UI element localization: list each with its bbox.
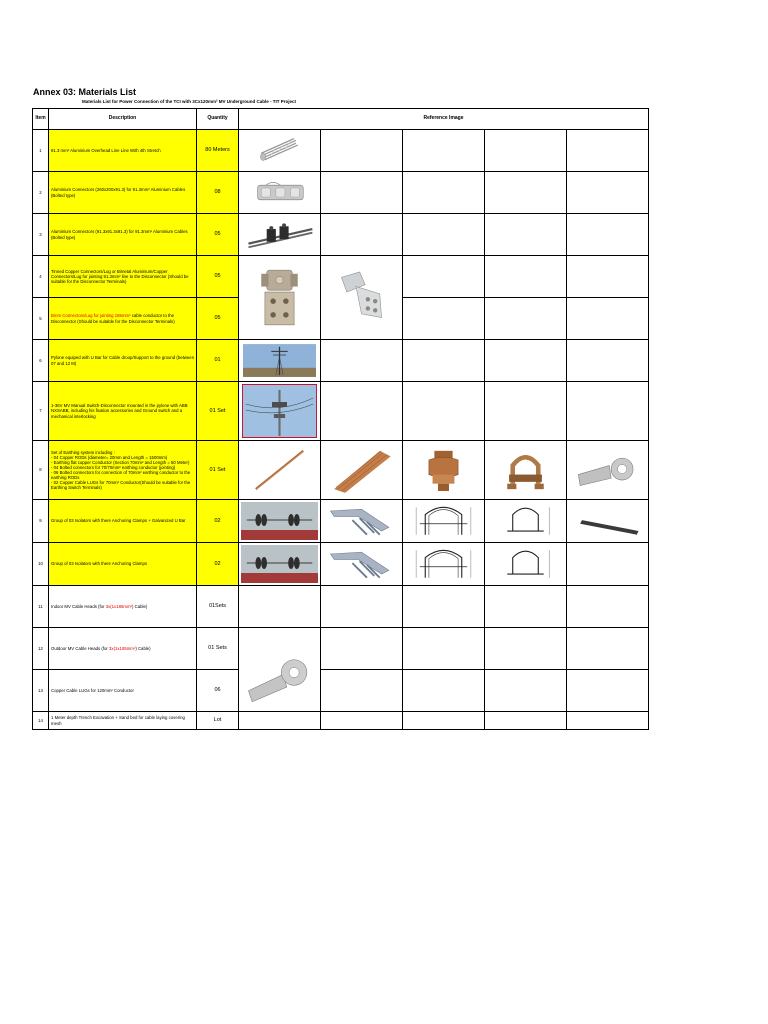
description-line: - Earthing flat copper Conductor (Section 70mm² and Length = 50 Meter) <box>51 459 190 465</box>
item-description: 91.3 mm² Aluminium Overhead Line Line With 4th Stretch <box>49 130 197 172</box>
item-description: Pylone equiped with U Bar for Cable droop/Support to the ground (between 07 and 12 M) <box>49 340 197 382</box>
reference-image-cell <box>403 130 485 172</box>
reference-image-cell <box>567 670 649 712</box>
item-number: 7 <box>33 382 49 441</box>
item-quantity: 05 <box>197 214 239 256</box>
reference-image-cell <box>321 543 403 586</box>
table-row <box>33 214 649 256</box>
table-row <box>33 441 649 500</box>
description-highlight: 3x(1x185mm² <box>109 645 136 651</box>
description-part: ) Cable) <box>135 645 151 651</box>
header-quantity: Quantity <box>197 109 239 130</box>
description-highlight: 185mm² <box>114 313 131 319</box>
anchoring-clamp-image <box>325 503 398 539</box>
reference-image-cell <box>567 298 649 340</box>
materials-table <box>32 108 649 730</box>
reference-image-cell <box>321 382 403 441</box>
reference-image-cell <box>403 214 485 256</box>
reference-image-cell <box>403 586 485 628</box>
item-quantity: 05 <box>197 298 239 340</box>
reference-image-cell <box>403 628 485 670</box>
reference-image-cell <box>403 712 485 730</box>
item-number: 1 <box>33 130 49 172</box>
reference-image-cell <box>567 172 649 214</box>
item-number: 3 <box>33 214 49 256</box>
reference-image-cell <box>485 628 567 670</box>
reference-image-cell <box>239 256 321 340</box>
item-quantity: 01 <box>197 340 239 382</box>
reference-image-cell <box>321 256 403 340</box>
item-description: Copper Cable LUGs for 120mm² Conductor <box>49 670 197 712</box>
reference-image-cell <box>567 214 649 256</box>
item-description: 1-36V MV Manual Switch-Disconnector mounted in the pylone with ABB NXSABB, including his fixation accessories and Ground switch and a mechanical interlocking <box>49 382 197 441</box>
table-header-row <box>33 109 649 130</box>
item-quantity: 02 <box>197 500 239 543</box>
reference-image-cell <box>567 712 649 730</box>
table-row <box>33 382 649 441</box>
page-subtitle: Materials List for Power Connection of the TCI with 3Cx120mm² MV Underground Cable - TIT Project <box>82 99 297 104</box>
reference-image-cell <box>321 172 403 214</box>
shackle-drawing-image <box>489 503 562 539</box>
table-row <box>33 172 649 214</box>
table-row <box>33 543 649 586</box>
aluminium-connector-image <box>243 175 316 210</box>
item-number: 13 <box>33 670 49 712</box>
copper-rod-image <box>243 444 316 496</box>
item-number: 9 <box>33 500 49 543</box>
reference-image-cell <box>567 441 649 500</box>
pylon-image <box>243 343 316 378</box>
anchoring-clamp-image <box>325 546 398 582</box>
item-quantity: 01 Sets <box>197 628 239 670</box>
reference-image-cell <box>403 340 485 382</box>
split-bolt-connector-image <box>407 444 480 496</box>
description-highlight: Bmm Connectors/Lug for jointing <box>51 313 115 319</box>
reference-image-cell <box>567 130 649 172</box>
reference-image-cell <box>321 586 403 628</box>
reference-image-cell <box>239 441 321 500</box>
item-number: 2 <box>33 172 49 214</box>
reference-image-cell <box>403 382 485 441</box>
reference-image-cell <box>239 543 321 586</box>
header-item: Item <box>33 109 49 130</box>
table-row <box>33 256 649 298</box>
header-reference-image: Reference Image <box>239 109 649 130</box>
item-number: 12 <box>33 628 49 670</box>
table-row <box>33 500 649 543</box>
item-quantity: 02 <box>197 543 239 586</box>
reference-image-cell <box>403 441 485 500</box>
description-line: - 04 Copper RODs (diameter= 20mm and Length = 1500mm) <box>51 454 168 460</box>
copper-conductor-image <box>325 444 398 496</box>
reference-image-cell <box>321 340 403 382</box>
item-number: 6 <box>33 340 49 382</box>
item-description: Group of 03 Isolators with there Anchoring Clamps + Galvanized U Bar <box>49 500 197 543</box>
cable-lug-image <box>325 259 398 336</box>
description-highlight: 3x(1x185mm² <box>105 603 132 609</box>
u-bolt-clamp-image <box>489 444 562 496</box>
u-bolt-drawing-image <box>407 503 480 539</box>
table-row <box>33 712 649 730</box>
shackle-drawing-image <box>489 546 562 582</box>
reference-image-cell <box>403 670 485 712</box>
reference-image-cell <box>567 382 649 441</box>
item-quantity: 01 Set <box>197 382 239 441</box>
item-quantity: Lot <box>197 712 239 730</box>
reference-image-cell <box>485 543 567 586</box>
stranded-aluminium-conductor-image <box>243 133 316 168</box>
item-description <box>49 441 197 500</box>
u-bolt-drawing-image <box>407 546 480 582</box>
item-description: 1 Meter depth Trench Excavation + Sand bed for cable laying covering mesh <box>49 712 197 730</box>
item-number: 11 <box>33 586 49 628</box>
reference-image-cell <box>403 500 485 543</box>
reference-image-cell <box>485 172 567 214</box>
reference-image-cell <box>567 340 649 382</box>
table-row <box>33 628 649 670</box>
item-quantity: 05 <box>197 256 239 298</box>
reference-image-cell <box>485 712 567 730</box>
reference-image-cell <box>485 298 567 340</box>
reference-image-cell <box>403 298 485 340</box>
item-quantity: 01 Set <box>197 441 239 500</box>
reference-image-cell <box>485 441 567 500</box>
tinned-copper-connector-image <box>243 259 316 336</box>
description-part: Outdoor MV Cable Heads (for <box>51 645 110 651</box>
description-part: ) Cable) <box>131 603 148 609</box>
reference-image-cell <box>321 500 403 543</box>
cable-lug-image <box>571 444 644 496</box>
reference-image-cell <box>239 172 321 214</box>
reference-image-cell <box>403 543 485 586</box>
reference-image-cell <box>567 500 649 543</box>
item-description: Tinned Copper Connectors/Lug or Bimetal Aluminium/Copper Connectors/Lug for jointing 91.3mm² line to the Disconnector (Should be suitable for the Disconnector Terminals) <box>49 256 197 298</box>
table-row <box>33 670 649 712</box>
item-description: Aluminium Connectors (91.3x91.3x91.3) for 91.3mm² Aluminium Cables (Bolted type) <box>49 214 197 256</box>
description-part: Indoor MV Cable Heads (for <box>51 603 106 609</box>
reference-image-cell <box>321 712 403 730</box>
reference-image-cell <box>485 586 567 628</box>
reference-image-cell <box>239 500 321 543</box>
item-description <box>49 586 197 628</box>
reference-image-cell <box>567 543 649 586</box>
item-number: 4 <box>33 256 49 298</box>
reference-image-cell <box>321 628 403 670</box>
item-number: 10 <box>33 543 49 586</box>
item-number: 8 <box>33 441 49 500</box>
isolators-image <box>241 545 318 583</box>
item-description <box>49 298 197 340</box>
reference-image-cell <box>321 130 403 172</box>
item-quantity: 06 <box>197 670 239 712</box>
reference-image-cell <box>485 382 567 441</box>
reference-image-cell <box>403 172 485 214</box>
item-description: Group of 03 Isolators with there Anchoring Clamps <box>49 543 197 586</box>
header-description: Description <box>49 109 197 130</box>
switch-disconnector-image <box>242 384 317 438</box>
reference-image-cell <box>485 256 567 298</box>
reference-image-cell <box>239 382 321 441</box>
table-row <box>33 130 649 172</box>
reference-image-cell <box>567 256 649 298</box>
reference-image-cell <box>321 441 403 500</box>
description-part: cable conductor to the Disconnector (Should be suitable for the Disconnector Terminals) <box>51 313 175 324</box>
description-line: - 02 Copper Cable LUGs for 70mm² Conductor(Should be suitable for the Earthing Switch Terminals) <box>51 480 191 491</box>
description-line: - 04 Bolted connectors for 70/70mm² earthing conductor (jointing) <box>51 464 176 470</box>
reference-image-cell <box>485 670 567 712</box>
galvanized-u-bar-image <box>571 503 644 539</box>
bolted-connector-on-cable-image <box>243 217 316 252</box>
reference-image-cell <box>567 628 649 670</box>
reference-image-cell <box>567 586 649 628</box>
reference-image-cell <box>239 586 321 628</box>
reference-image-cell <box>485 130 567 172</box>
item-description <box>49 628 197 670</box>
isolators-image <box>241 502 318 540</box>
reference-image-cell <box>485 340 567 382</box>
reference-image-cell <box>485 214 567 256</box>
item-quantity: 08 <box>197 172 239 214</box>
reference-image-cell <box>239 712 321 730</box>
page-title: Annex 03: Materials List <box>33 87 137 97</box>
table-row <box>33 586 649 628</box>
reference-image-cell <box>239 628 321 712</box>
reference-image-cell <box>239 130 321 172</box>
item-quantity: 01Sets <box>197 586 239 628</box>
reference-image-cell <box>239 214 321 256</box>
reference-image-cell <box>403 256 485 298</box>
reference-image-cell <box>239 340 321 382</box>
cable-lug-image <box>243 648 316 708</box>
table-row <box>33 340 649 382</box>
item-number: 14 <box>33 712 49 730</box>
description-line: - 06 Bolted connectors for connection of 70mm² earthing conductor to the earthing RODs <box>51 470 191 481</box>
description-line: Set of Earthing system including : <box>51 449 115 455</box>
item-number: 5 <box>33 298 49 340</box>
reference-image-cell <box>485 500 567 543</box>
item-description: Aluminium Connectors (260x200x91.3) for 91.3mm² Aluminium Cables (Bolted type) <box>49 172 197 214</box>
reference-image-cell <box>321 214 403 256</box>
item-quantity: 80 Meters <box>197 130 239 172</box>
reference-image-cell <box>321 670 403 712</box>
